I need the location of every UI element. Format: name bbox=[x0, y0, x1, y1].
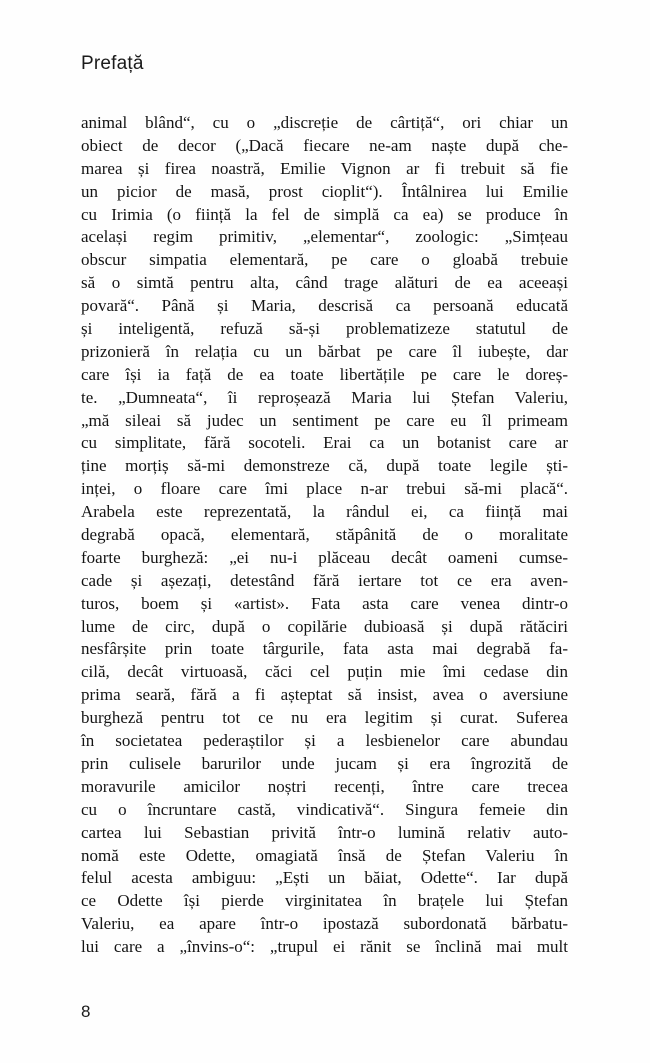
text-line: moravurile amicilor noștri recenți, între care trecea bbox=[81, 776, 568, 796]
text-line: ce Odette își pierde virginitatea în brațele lui Ștefan bbox=[81, 891, 568, 911]
text-line: prima seară, fără a fi așteptat să insist, avea o aversiune bbox=[81, 685, 568, 705]
text-line: cartea lui Sebastian privită într-o lumină relativ auto- bbox=[81, 822, 568, 842]
text-line: foarte burgheză: „ei nu-i plăceau decât oameni cumse- bbox=[81, 547, 568, 567]
text-line: inței, o floare care îmi place n-ar trebui să-mi placă“. bbox=[81, 479, 568, 499]
text-line: burgheză pentru tot ce nu era legitim și curat. Suferea bbox=[81, 708, 568, 728]
text-line: în societatea pederaștilor și a lesbienelor care abundau bbox=[81, 731, 568, 751]
text-line: cu Irimia (o ființă la fel de simplă ca ea) se produce în bbox=[81, 204, 568, 224]
text-line: un picior de masă, prost cioplit“). Întâlnirea lui Emilie bbox=[81, 181, 568, 201]
page-number: 8 bbox=[81, 1002, 91, 1021]
text-line: cade și așezați, detestând fără iertare tot ce era aven- bbox=[81, 570, 568, 590]
text-line: nomă este Odette, omagiată însă de Ștefan Valeriu în bbox=[81, 845, 568, 865]
text-line: marea și firea noastră, Emilie Vignon ar fi trebuit să fie bbox=[81, 158, 568, 178]
text-line: lume de circ, după o copilărie dubioasă și după rătăciri bbox=[81, 616, 568, 636]
body-text bbox=[81, 112, 568, 959]
text-line: cu o încruntare castă, vindicativă“. Singura femeie din bbox=[81, 799, 568, 819]
text-line: cu simplitate, fără socoteli. Erai ca un botanist care ar bbox=[81, 433, 568, 453]
text-line: povară“. Până și Maria, descrisă ca persoană educată bbox=[81, 296, 568, 316]
text-line: te. „Dumneata“, îi reproșează Maria lui Ștefan Valeriu, bbox=[81, 387, 568, 407]
text-line: animal blând“, cu o „discreție de cârtiță“, ori chiar un bbox=[81, 113, 568, 132]
text-line: felul acesta ambiguu: „Ești un băiat, Odette“. Iar după bbox=[81, 868, 568, 888]
text-line: „mă sileai să judec un sentiment pe care eu îl primeam bbox=[81, 410, 568, 430]
text-line: care își ia față de ea toate libertățile pe care le doreș- bbox=[81, 364, 568, 384]
text-line: degrabă opacă, elementară, stăpânită de o moralitate bbox=[81, 525, 568, 545]
text-line: obscur simpatia elementară, pe care o gloabă trebuie bbox=[81, 250, 568, 270]
text-line: prizonieră în relația cu un bărbat pe care îl iubește, dar bbox=[81, 341, 568, 361]
text-line: Arabela este reprezentată, la rândul ei, ca ființă mai bbox=[81, 502, 568, 522]
text-line: același regim primitiv, „elementar“, zoologic: „Simțeau bbox=[81, 227, 568, 247]
text-line: Valeriu, ea apare într-o ipostază subordonată bărbatu- bbox=[81, 914, 568, 934]
text-line: prin culisele barurilor unde jucam și era îngrozită de bbox=[81, 753, 568, 773]
text-line: cilă, decât virtuoasă, căci cel puțin mie îmi cedase din bbox=[81, 662, 568, 682]
text-line: turos, boem și «artist». Fata asta care venea dintr-o bbox=[81, 593, 568, 613]
text-line: obiect de decor („Dacă fiecare ne-am naște după che- bbox=[81, 135, 568, 155]
text-line: ține morțiș să-mi demonstreze că, după toate legile ști- bbox=[81, 456, 568, 476]
section-header: Prefață bbox=[81, 53, 144, 74]
text-line: să o simtă pentru alta, când trage alături de ea aceeași bbox=[81, 273, 568, 293]
text-line: lui care a „învins-o“: „trupul ei rănit se înclină mai mult bbox=[81, 937, 568, 957]
text-line: și inteligentă, refuză să-și problematizeze statutul de bbox=[81, 319, 568, 339]
text-line: nesfârșite prin toate târgurile, fata asta mai degrabă fa- bbox=[81, 639, 568, 659]
